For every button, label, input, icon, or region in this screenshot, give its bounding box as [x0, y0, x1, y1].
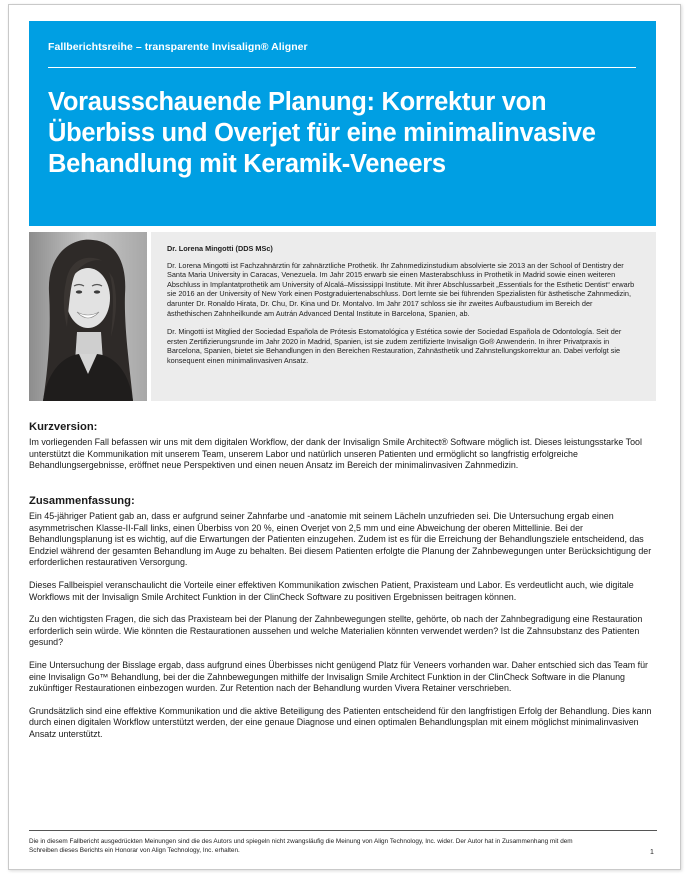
short-summary-heading: Kurzversion: [29, 421, 98, 433]
short-summary-text: Im vorliegenden Fall befassen wir uns mit dem digitalen Workflow, der dank der Invisalign Smile Architect® Software möglich ist. Dieses leistungsstarke Tool unterstützt die Kommunikation mit unserem Team, unserem Labor und natürlich unseren Patienten und ermöglicht so langfristig erfolgreiche Behandlungsergebnisse, eröffnet neue Perspektiven und einen neuen Ansatz im Bereich der minimalinvasiven Zahnmedizin. [29, 437, 642, 471]
series-label: Fallberichtsreihe – transparente Invisalign® Aligner [48, 41, 308, 53]
footer-disclaimer: Die in diesem Fallbericht ausgedrückten Meinungen sind die des Autors und spiegeln nicht zwangsläufig die Meinung von Align Technology, Inc. wider. Der Autor hat in Zusammenhang mit dem Schreiben dieses Berichts ein Honorar von Align Technology, Inc. erhalten. [29, 838, 573, 854]
header-banner [29, 21, 656, 226]
header-divider [48, 67, 636, 68]
author-bio-paragraph: Dr. Lorena Mingotti ist Fachzahnärztin für zahnärztliche Prothetik. Ihr Zahnmedizinstudium absolvierte sie 2013 an der School of Dentistry der Santa Maria University in Caracas, Venezuela. Im Jahr 2015 erwarb sie einen Masterabschluss in Prothetik in Madrid sowie einen weiteren Abschluss in Implantatprothetik am University of Alcalá–Mississippi Institute. Mit ihrer Abschlussarbeit „Essentials for the Esthetic Dentist“ erwarb sie 2016 an der University of New York einen Postgraduiertenabschluss. Dort lernte sie bei führenden Spezialisten für ästhetische Zahnmedizin, darunter Dr. Ronaldo Hirata, Dr. Chu, Dr. Kina und Dr. Montalvo. Im Jahr 2017 schloss sie ihr zweites Aufbaustudium im Bereich der ästhethischen Zahnheilkunde am Autrán Advanced Dental Institute in Barcelona, Spanien, ab. [167, 260, 635, 318]
page-number: 1 [650, 849, 654, 856]
summary-heading: Zusammenfassung: [29, 495, 135, 507]
footer-divider [29, 830, 657, 831]
author-bio-box [151, 232, 656, 401]
short-summary-section [29, 420, 657, 483]
summary-paragraph: Grundsätzlich sind eine effektive Kommunikation und die aktive Beteiligung des Patienten entscheidend für den langfristigen Erfolg der Behandlung. Dies kann durch einen digitalen Workflow unterstützt werden, der eine genaue Diagnose und einen optimalen Behandlungsplan mit einem möglichst minimalinvasiven Ansatz unterstützt. [29, 705, 652, 739]
summary-paragraph: Dieses Fallbeispiel veranschaulicht die Vorteile einer effektiven Kommunikation zwischen Patient, Praxisteam und Labor. Es verdeutlicht auch, wie digitale Workflows mit der Invisalign Smile Architect Funktion in der ClinCheck Software zu positiven Ergebnissen beitragen können. [29, 579, 634, 602]
author-photo [29, 232, 147, 401]
summary-paragraph: Zu den wichtigsten Fragen, die sich das Praxisteam bei der Planung der Zahnbewegungen stellte, gehörte, ob nach der Zahnbegradigung eine Restauration erforderlich sein würde. Wie könnten die Restaurationen aussehen und welche Materialien könnten verwendet werden? Ist die Zahnsubstanz des Patienten gesund? [29, 614, 643, 648]
summary-paragraph: Eine Untersuchung der Bisslage ergab, dass aufgrund eines Überbisses nicht genügend Platz für Veneers vorhanden war. Daher entschied sich das Team für eine Invisalign Go™ Behandlung, bei der die Zahnbewegungen mithilfe der Invisalign Smile Architect Funktion in der ClinCheck Software in die Planung zukünftiger Restaurationen einbezogen wurden. Zur Retention nach der Behandlung wurden Vivera Retainer verschrieben. [29, 659, 648, 694]
author-name: Dr. Lorena Mingotti (DDS MSc) [167, 244, 273, 253]
author-bio-paragraph: Dr. Mingotti ist Mitglied der Sociedad Española de Prótesis Estomatológica y Estética sowie der Sociedad Española de Odontología. Seit der ersten Zertifizierungsrunde im Jahr 2020 in Madrid, Spanien, ist sie zudem zertifizierte Invisalign Go® Anwenderin. In ihrer Privatpraxis in Barcelona, Spanien, bietet sie Behandlungen in den Bereichen Restauration, Zahnästhetik und Zahnstellungskorrektur an. Dabei verfolgt sie konsequent einen minimalinvasiven Ansatz. [167, 327, 622, 365]
summary-section [29, 494, 657, 752]
summary-paragraph: Ein 45-jähriger Patient gab an, dass er aufgrund seiner Zahnfarbe und -anatomie mit seinem Lächeln unzufrieden sei. Die Untersuchung ergab einen asymmetrischen Klasse-II-Fall links, einen Überbiss von 20 %, einen Overjet von 2,5 mm und eine Abweichung der oberen Mittellinie. Bei der Behandlungsplanung ist es wichtig, auf die Erwartungen der Patienten einzugehen. Zudem ist es für die Erreichung der Behandlungsziele entscheidend, das Endziel während der gesamten Behandlung im Auge zu behalten. Bei diesem Patienten erfolgte die Planung der Zahnbewegungen unter Berücksichtigung der erforderlichen restaurativen Versorgung. [29, 511, 652, 568]
page-title: Vorausschauende Planung: Korrektur von Überbiss und Overjet für eine minimalinvasive Behandlung mit Keramik-Veneers [48, 88, 596, 178]
